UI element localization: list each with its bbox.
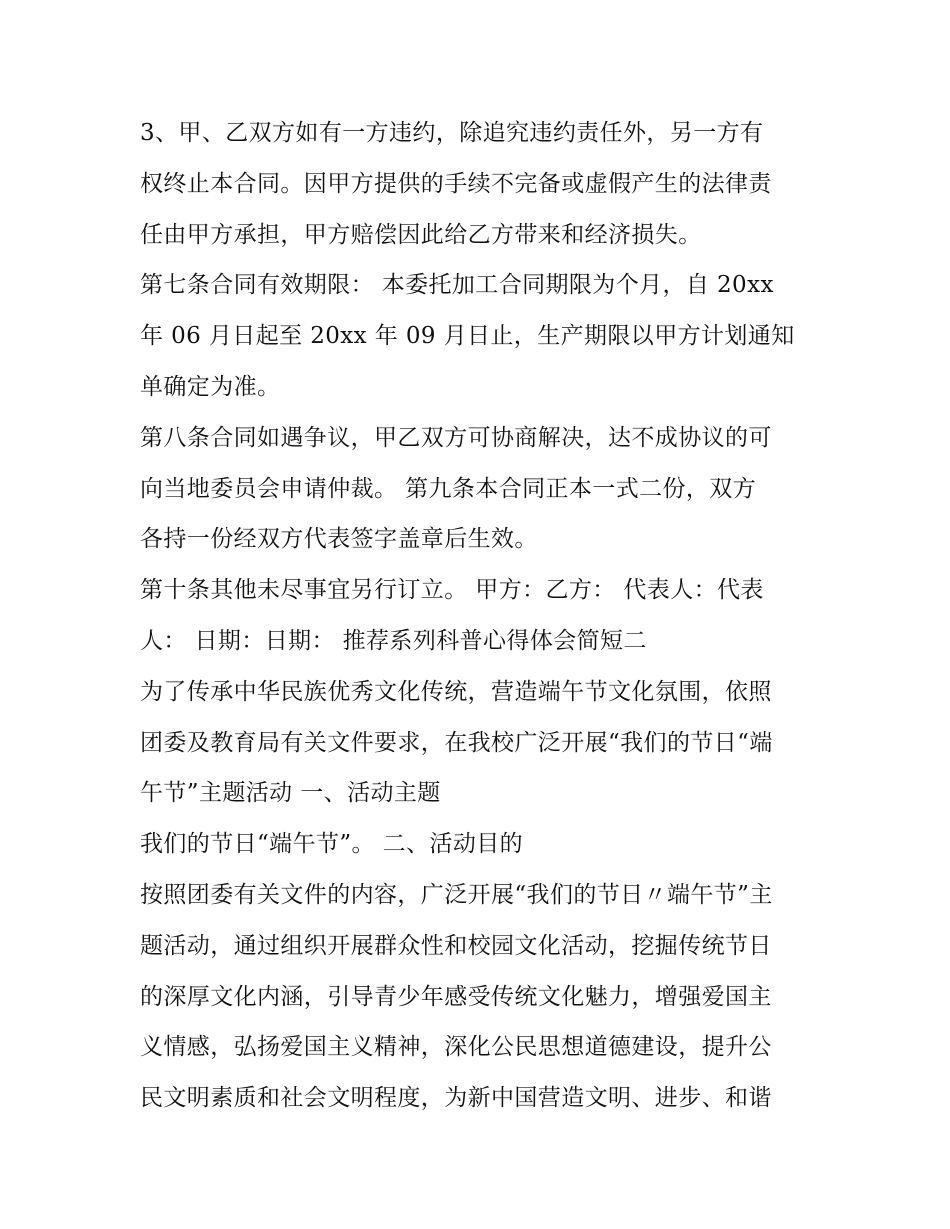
text-line: 第八条合同如遇争议，甲乙双方可协商解决，达不成协议的可 <box>140 424 772 451</box>
document-body <box>140 108 820 1124</box>
text-line: 权终止本合同。因甲方提供的手续不完备或虚假产生的法律责 <box>140 170 772 197</box>
text-line: 第十条其他未尽事宜另行订立。 甲方：乙方： 代表人：代表 <box>140 577 764 604</box>
text-line: 任由甲方承担，甲方赔偿因此给乙方带来和经济损失。 <box>140 221 702 248</box>
text-line: 题活动，通过组织开展群众性和校园文化活动，挖掘传统节日 <box>140 932 772 959</box>
text-line: 各持一份经双方代表签字盖章后生效。 <box>140 526 538 553</box>
text-line: 义情感，弘扬爱国主义精神，深化公民思想道德建设，提升公 <box>140 1034 772 1061</box>
text-line: 的深厚文化内涵，引导青少年感受传统文化魅力，增强爱国主 <box>140 983 772 1010</box>
text-line: 为了传承中华民族优秀文化传统，营造端午节文化氛围，依照 <box>140 678 772 705</box>
text-line: 我们的节日“端午节”。 二、活动目的 <box>140 831 524 858</box>
text-line: 民文明素质和社会文明程度，为新中国营造文明、进步、和谐 <box>140 1085 772 1112</box>
text-line: 按照团委有关文件的内容，广泛开展“我们的节日〃端午节”主 <box>140 881 773 908</box>
text-line: 向当地委员会申请仲裁。 第九条本合同正本一式二份，双方 <box>140 475 757 502</box>
text-line: 单确定为准。 <box>140 373 281 400</box>
text-line: 年 06 月日起至 20xx 年 09 月日止，生产期限以甲方计划通知 <box>140 323 795 350</box>
text-line: 第七条合同有效期限： 本委托加工合同期限为个月，自 20xx <box>140 272 774 299</box>
text-line: 3、甲、乙双方如有一方违约，除追究违约责任外，另一方有 <box>140 120 764 146</box>
text-line: 午节”主题活动 一、活动主题 <box>140 780 441 807</box>
text-line: 团委及教育局有关文件要求，在我校广泛开展“我们的节日“端 <box>140 729 773 756</box>
text-line: 人： 日期：日期： 推荐系列科普心得体会简短二 <box>140 627 647 654</box>
